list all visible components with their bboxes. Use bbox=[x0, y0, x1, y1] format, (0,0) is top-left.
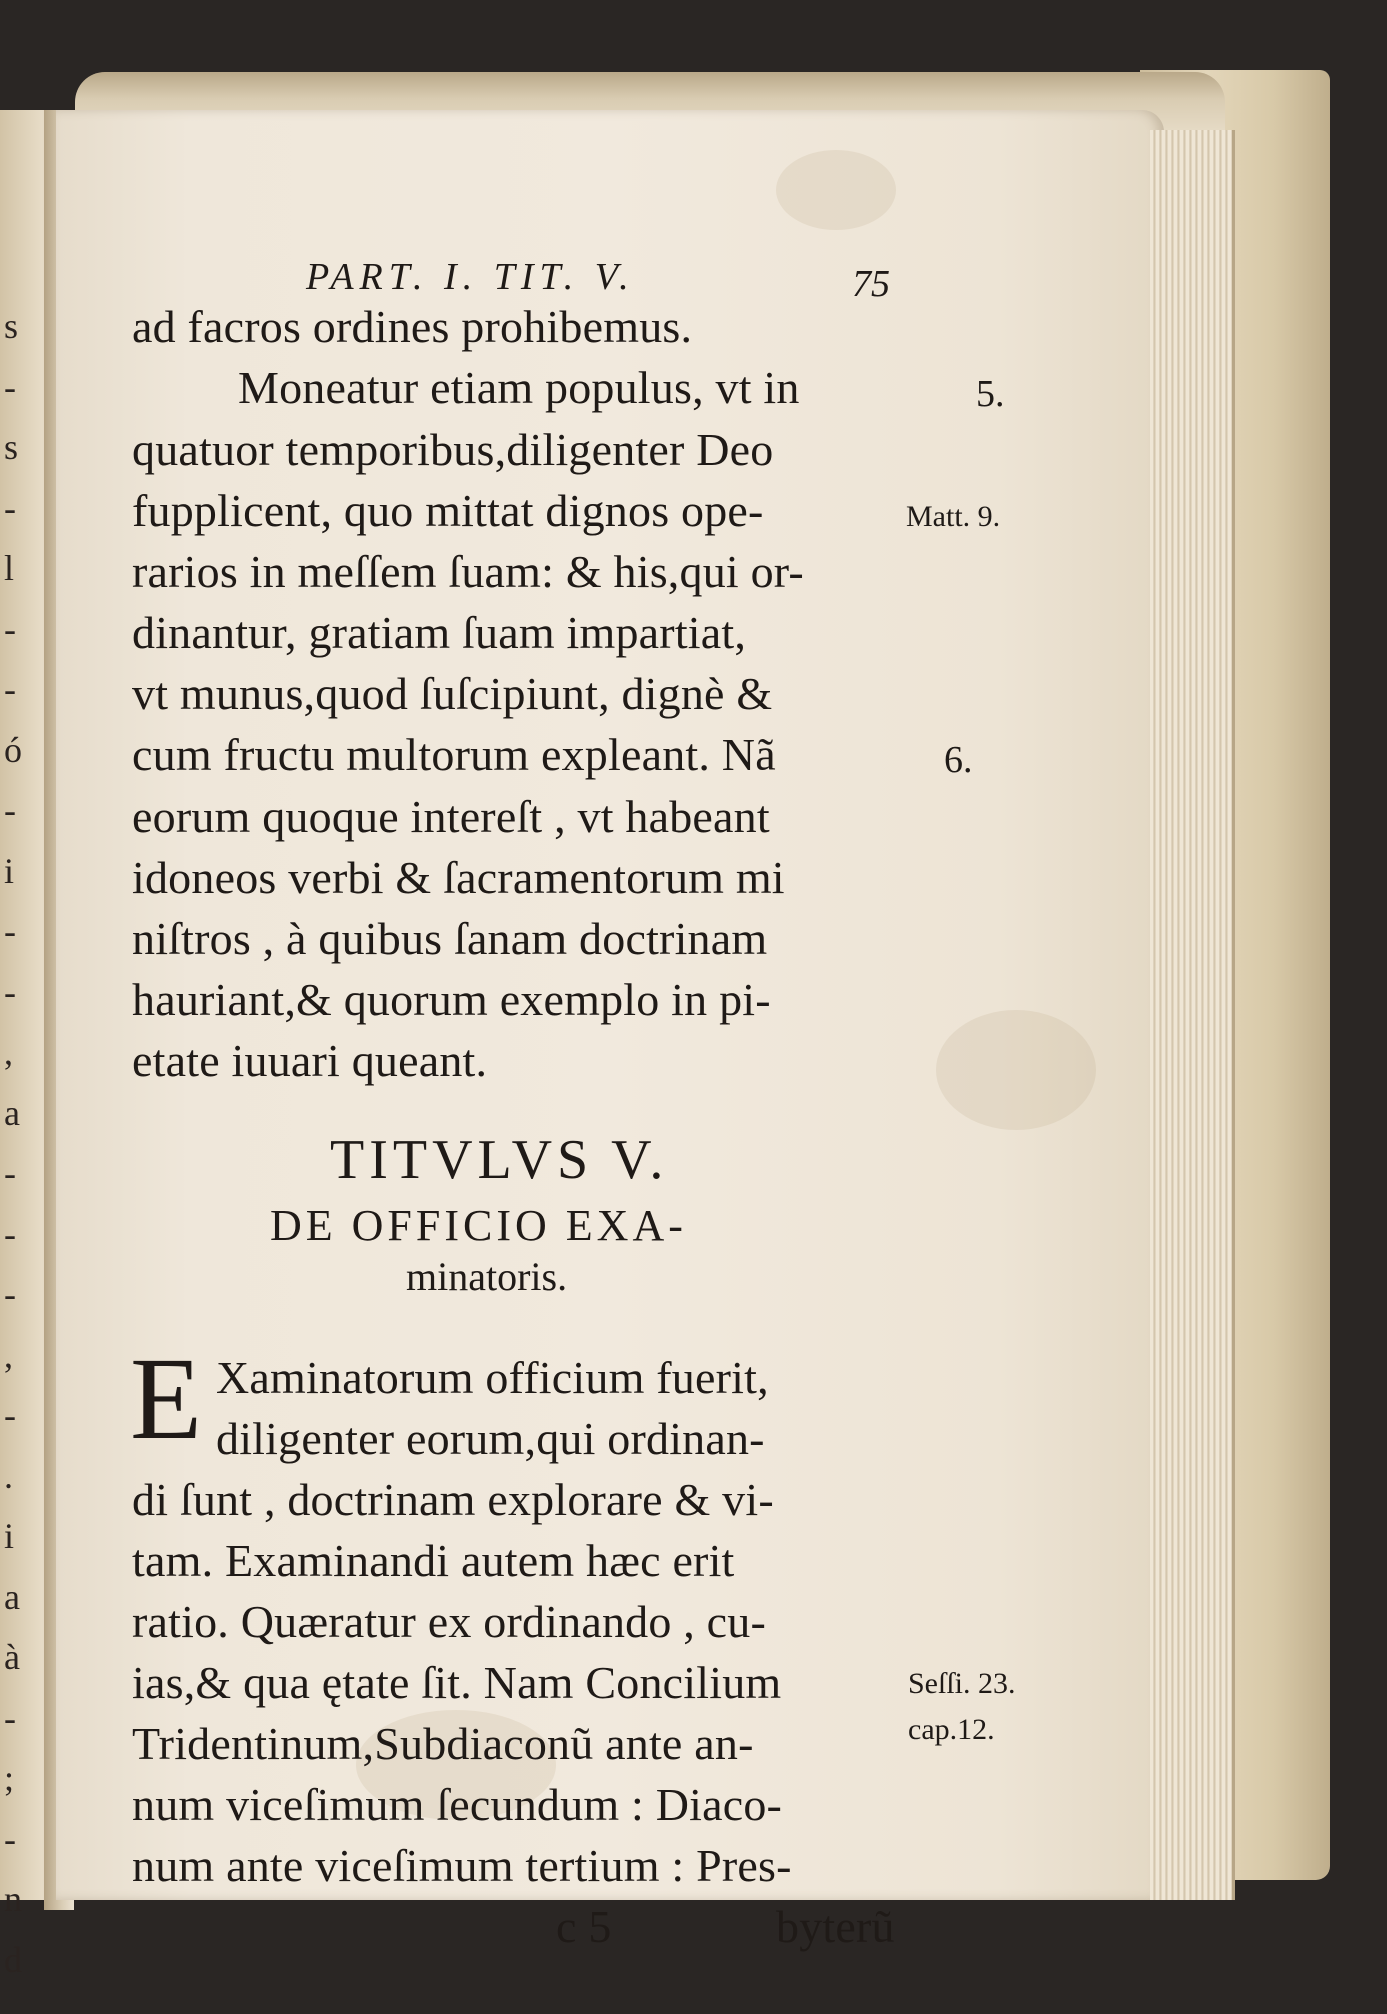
text-line: ratio. Quæratur ex ordinando , cu- bbox=[132, 1596, 766, 1647]
left-page-fragment: i bbox=[4, 850, 15, 891]
left-page-fragment: . bbox=[4, 1455, 13, 1496]
left-page-fragment: - bbox=[4, 790, 16, 830]
text-line: fupplicent, quo mittat dignos ope- bbox=[132, 485, 764, 536]
left-page-fragment: a bbox=[4, 1576, 20, 1617]
left-page-fragment: i bbox=[4, 1516, 15, 1556]
left-page-fragment: l bbox=[4, 548, 15, 588]
text-line: idoneos verbi & ſacramentorum mi bbox=[132, 852, 785, 903]
left-page-fragment: ; bbox=[4, 1758, 15, 1798]
text-line: hauriant,& quorum exemplo in pi- bbox=[132, 974, 771, 1025]
text-line: Xaminatorum officium fuerit, bbox=[216, 1352, 769, 1403]
left-page-fragment: - bbox=[4, 1153, 16, 1193]
text-line: ad facros ordines prohibemus. bbox=[132, 301, 693, 352]
left-page-fragment: - bbox=[4, 608, 16, 649]
text-line: tam. Examinandi autem hæc erit bbox=[132, 1535, 735, 1586]
left-page-fragment: , bbox=[4, 1334, 13, 1375]
left-page-fragment: n bbox=[4, 1879, 22, 1919]
page-edges-stack bbox=[1150, 130, 1235, 1900]
left-page-fragment: - bbox=[4, 1818, 16, 1859]
left-page-fragment: a bbox=[4, 1092, 20, 1133]
text-line: diligenter eorum,qui ordinan- bbox=[216, 1413, 765, 1464]
drop-cap: E bbox=[130, 1333, 203, 1464]
left-page-fragment: - bbox=[4, 366, 16, 407]
margin-number-6: 6. bbox=[944, 739, 973, 781]
left-page-fragment: - bbox=[4, 487, 16, 528]
left-page-fragment: - bbox=[4, 1213, 16, 1254]
left-page-fragment: s bbox=[4, 306, 19, 346]
stain bbox=[776, 150, 896, 230]
text-line: Tridentinum,Subdiaconũ ante an- bbox=[132, 1718, 754, 1769]
left-page-fragment: - bbox=[4, 911, 16, 951]
text-line: dinantur, gratiam ſuam impartiat, bbox=[132, 607, 747, 658]
left-page-fragment: - bbox=[4, 669, 16, 709]
left-page-fragment: - bbox=[4, 1274, 16, 1314]
left-page-fragment: à bbox=[4, 1637, 20, 1677]
text-line: ias,& qua ętate ſit. Nam Concilium bbox=[132, 1657, 782, 1708]
left-page-fragment: , bbox=[4, 1032, 13, 1072]
stain bbox=[936, 1010, 1096, 1130]
left-page-fragment: s bbox=[4, 427, 19, 467]
left-page-fragment: - bbox=[4, 1697, 16, 1738]
text-line: di ſunt , doctrinam explorare & vi- bbox=[132, 1474, 774, 1525]
margin-reference-session: Seſſi. 23. bbox=[908, 1667, 1016, 1700]
text-line: Moneatur etiam populus, vt in bbox=[238, 362, 800, 413]
margin-reference-matthew: Matt. 9. bbox=[906, 500, 1001, 533]
left-page-fragment: ó bbox=[4, 729, 22, 770]
left-page-fragment: - bbox=[4, 971, 16, 1012]
text-line: quatuor temporibus,diligenter Deo bbox=[132, 424, 774, 475]
section-subtitle-cont: minatoris. bbox=[406, 1254, 568, 1299]
page-number: 75 bbox=[852, 263, 890, 305]
signature-mark: c 5 bbox=[556, 1901, 612, 1952]
text-line: num ante viceſimum tertium : Pres- bbox=[132, 1840, 792, 1891]
margin-number-5: 5. bbox=[976, 373, 1005, 415]
text-line: eorum quoque intereſt , vt habeant bbox=[132, 791, 770, 842]
text-line: num viceſimum ſecundum : Diaco- bbox=[132, 1779, 783, 1830]
text-line: niſtros , à quibus ſanam doctrinam bbox=[132, 913, 768, 964]
text-line: cum fructu multorum expleant. Nã bbox=[132, 729, 776, 780]
margin-reference-chapter: cap.12. bbox=[908, 1713, 995, 1746]
catchword: byterũ bbox=[776, 1901, 895, 1952]
left-page-fragment: d bbox=[4, 1939, 22, 1980]
running-header: PART. I. TIT. V. bbox=[306, 256, 635, 298]
text-line: vt munus,quod ſuſcipiunt, dignè & bbox=[132, 668, 773, 719]
text-line: etate iuuari queant. bbox=[132, 1035, 488, 1086]
left-page-fragment: - bbox=[4, 1395, 16, 1435]
right-page bbox=[56, 110, 1164, 1952]
text-line: rarios in meſſem ſuam: & his,qui or- bbox=[132, 546, 804, 597]
section-title: TITVLVS V. bbox=[330, 1129, 669, 1191]
section-subtitle: DE OFFICIO EXA- bbox=[270, 1201, 687, 1250]
